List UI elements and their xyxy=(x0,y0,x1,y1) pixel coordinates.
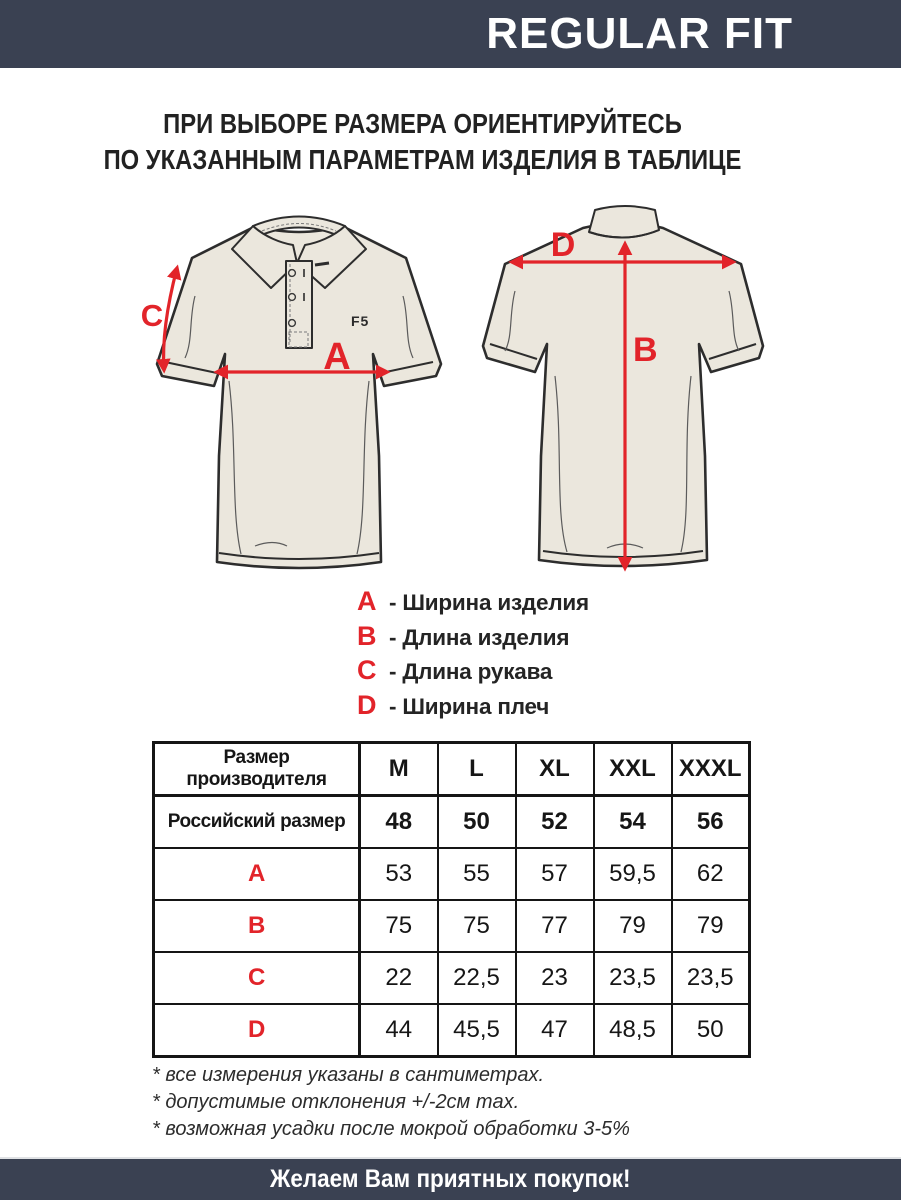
legend-item xyxy=(357,621,589,656)
legend-label: - Ширина изделия xyxy=(389,590,589,615)
brand-logo: F5 xyxy=(351,313,370,329)
table-cell: 79 xyxy=(672,900,750,952)
table-cell: C xyxy=(154,952,360,1004)
measure-row-b xyxy=(154,900,750,952)
table-cell: B xyxy=(154,900,360,952)
footnotes xyxy=(152,1062,630,1143)
back-shirt-diagram xyxy=(457,196,787,586)
legend-key: B xyxy=(357,620,377,651)
table-cell: 23 xyxy=(516,952,594,1004)
size-table xyxy=(152,741,751,1058)
table-cell: 59,5 xyxy=(594,848,672,900)
table-cell: 48,5 xyxy=(594,1004,672,1057)
table-cell: 55 xyxy=(438,848,516,900)
legend-label: - Ширина плеч xyxy=(389,693,550,719)
table-cell: 50 xyxy=(438,796,516,849)
table-header-row xyxy=(154,743,750,796)
table-cell: 53 xyxy=(360,848,438,900)
legend-key: D xyxy=(357,689,377,720)
table-cell: 48 xyxy=(360,796,438,849)
table-cell: 75 xyxy=(438,900,516,952)
table-cell: A xyxy=(154,848,360,900)
russian-size-row xyxy=(154,796,750,849)
measure-label-b: B xyxy=(633,331,658,369)
table-cell: XXXL xyxy=(672,743,750,796)
table-cell: 52 xyxy=(516,796,594,849)
table-cell: 47 xyxy=(516,1004,594,1057)
table-cell: 62 xyxy=(672,848,750,900)
table-cell: 56 xyxy=(672,796,750,849)
measure-row-d xyxy=(154,1004,750,1057)
footer-message: Желаем Вам приятных покупок! xyxy=(270,1165,631,1193)
table-cell: Российский размер xyxy=(154,796,360,849)
table-cell: 23,5 xyxy=(594,952,672,1004)
legend-label: - Длина изделия xyxy=(389,624,570,650)
front-shirt-diagram xyxy=(135,196,465,586)
table-cell: 44 xyxy=(360,1004,438,1057)
back-body-outline xyxy=(483,223,763,566)
legend-key: C xyxy=(357,655,377,685)
header-bar xyxy=(0,0,901,68)
table-cell: XXL xyxy=(594,743,672,796)
table-cell: 22 xyxy=(360,952,438,1004)
legend-item xyxy=(357,586,589,621)
intro-text xyxy=(0,106,901,178)
table-cell: 57 xyxy=(516,848,594,900)
footnote-line: * возможная усадки после мокрой обработки 3-5% xyxy=(152,1118,630,1140)
measure-label-a: A xyxy=(323,336,351,378)
measure-row-a xyxy=(154,848,750,900)
table-cell: 50 xyxy=(672,1004,750,1057)
table-cell: 79 xyxy=(594,900,672,952)
table-cell: 54 xyxy=(594,796,672,849)
table-cell: M xyxy=(360,743,438,796)
table-cell: 77 xyxy=(516,900,594,952)
legend-item xyxy=(357,690,589,725)
table-cell: D xyxy=(154,1004,360,1057)
legend-key: A xyxy=(357,586,377,616)
footer-bar xyxy=(0,1157,901,1200)
fit-title: REGULAR FIT xyxy=(486,9,793,58)
legend-label: - Длина рукава xyxy=(389,659,553,684)
legend-item xyxy=(357,655,589,690)
measurement-legend xyxy=(357,586,589,724)
measure-row-c xyxy=(154,952,750,1004)
footnote-line: * допустимые отклонения +/-2см max. xyxy=(152,1091,520,1113)
table-cell: 45,5 xyxy=(438,1004,516,1057)
footnote-line: * все измерения указаны в сантиметрах. xyxy=(152,1064,545,1086)
table-cell: L xyxy=(438,743,516,796)
measure-label-d: D xyxy=(550,226,576,264)
table-cell: 22,5 xyxy=(438,952,516,1004)
measure-label-c: C xyxy=(140,298,164,333)
intro-line-2: ПО УКАЗАННЫМ ПАРАМЕТРАМ ИЗДЕЛИЯ В ТАБЛИЦЕ xyxy=(103,144,742,175)
table-cell: 23,5 xyxy=(672,952,750,1004)
table-cell: 75 xyxy=(360,900,438,952)
table-cell: XL xyxy=(516,743,594,796)
table-cell: Размер производителя xyxy=(154,743,360,796)
intro-line-1: ПРИ ВЫБОРЕ РАЗМЕРА ОРИЕНТИРУЙТЕСЬ xyxy=(163,108,682,139)
